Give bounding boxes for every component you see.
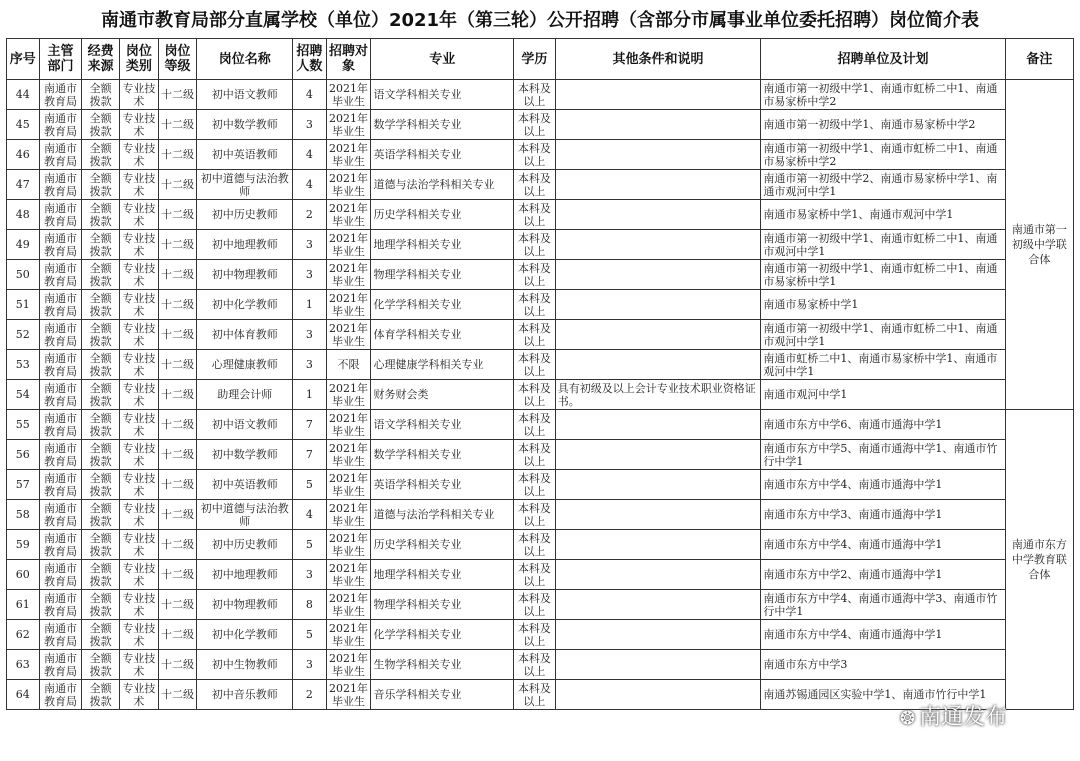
level-cell: 十二级 (158, 500, 197, 530)
category-cell: 专业技术 (119, 680, 158, 710)
column-header: 经费来源 (82, 39, 120, 80)
target-cell: 2021年毕业生 (326, 290, 371, 320)
table-row (7, 110, 1074, 140)
row-number: 55 (7, 410, 40, 440)
level-cell: 十二级 (158, 560, 197, 590)
fund-cell: 全额拨款 (82, 110, 120, 140)
level-cell: 十二级 (158, 650, 197, 680)
dept-cell: 南通市教育局 (39, 80, 82, 110)
fund-cell: 全额拨款 (82, 590, 120, 620)
other-cell: 具有初级及以上会计专业技术职业资格证书。 (555, 380, 761, 410)
table-row (7, 650, 1074, 680)
target-cell: 2021年毕业生 (326, 500, 371, 530)
edu-cell: 本科及以上 (513, 650, 555, 680)
page-title: 南通市教育局部分直属学校（单位）2021年（第三轮）公开招聘（含部分市属事业单位委托招聘）岗位简介表 (100, 10, 980, 31)
major-cell: 道德与法治学科相关专业 (371, 500, 514, 530)
edu-cell: 本科及以上 (513, 140, 555, 170)
dept-cell: 南通市教育局 (39, 470, 82, 500)
category-cell: 专业技术 (119, 140, 158, 170)
table-row (7, 290, 1074, 320)
column-header: 岗位等级 (158, 39, 197, 80)
fund-cell: 全额拨款 (82, 560, 120, 590)
units-cell: 南通市东方中学2、南通市通海中学1 (761, 560, 1005, 590)
other-cell (555, 290, 761, 320)
major-cell: 地理学科相关专业 (371, 230, 514, 260)
category-cell: 专业技术 (119, 320, 158, 350)
count-cell: 3 (293, 350, 327, 380)
edu-cell: 本科及以上 (513, 290, 555, 320)
table-row (7, 260, 1074, 290)
other-cell (555, 230, 761, 260)
post-cell: 初中数学教师 (197, 440, 293, 470)
units-cell: 南通市东方中学4、南通市通海中学3、南通市竹行中学1 (761, 590, 1005, 620)
major-cell: 化学学科相关专业 (371, 620, 514, 650)
level-cell: 十二级 (158, 380, 197, 410)
table-row (7, 230, 1074, 260)
edu-cell: 本科及以上 (513, 620, 555, 650)
other-cell (555, 500, 761, 530)
fund-cell: 全额拨款 (82, 680, 120, 710)
count-cell: 4 (293, 500, 327, 530)
table-row (7, 140, 1074, 170)
fund-cell: 全额拨款 (82, 530, 120, 560)
units-cell: 南通市第一初级中学1、南通市虹桥二中1、南通市易家桥中学2 (761, 80, 1005, 110)
major-cell: 数学学科相关专业 (371, 440, 514, 470)
row-number: 58 (7, 500, 40, 530)
fund-cell: 全额拨款 (82, 650, 120, 680)
column-header: 学历 (513, 39, 555, 80)
level-cell: 十二级 (158, 140, 197, 170)
table-row (7, 620, 1074, 650)
units-cell: 南通市东方中学3、南通市通海中学1 (761, 500, 1005, 530)
edu-cell: 本科及以上 (513, 680, 555, 710)
edu-cell: 本科及以上 (513, 470, 555, 500)
row-number: 52 (7, 320, 40, 350)
row-number: 62 (7, 620, 40, 650)
post-cell: 初中生物教师 (197, 650, 293, 680)
other-cell (555, 140, 761, 170)
dept-cell: 南通市教育局 (39, 680, 82, 710)
column-header: 招聘单位及计划 (761, 39, 1005, 80)
dept-cell: 南通市教育局 (39, 620, 82, 650)
post-cell: 初中物理教师 (197, 260, 293, 290)
category-cell: 专业技术 (119, 650, 158, 680)
level-cell: 十二级 (158, 470, 197, 500)
target-cell: 2021年毕业生 (326, 140, 371, 170)
major-cell: 地理学科相关专业 (371, 560, 514, 590)
remark-cell: 南通市第一初级中学联合体 (1005, 80, 1073, 410)
other-cell (555, 410, 761, 440)
count-cell: 5 (293, 470, 327, 500)
major-cell: 财务财会类 (371, 380, 514, 410)
watermark (900, 700, 1007, 731)
units-cell: 南通市观河中学1 (761, 380, 1005, 410)
other-cell (555, 440, 761, 470)
column-header: 主管部门 (39, 39, 82, 80)
count-cell: 8 (293, 590, 327, 620)
post-cell: 初中语文教师 (197, 80, 293, 110)
target-cell: 2021年毕业生 (326, 530, 371, 560)
units-cell: 南通市第一初级中学1、南通市虹桥二中1、南通市易家桥中学1 (761, 260, 1005, 290)
target-cell: 2021年毕业生 (326, 260, 371, 290)
dept-cell: 南通市教育局 (39, 530, 82, 560)
units-cell: 南通市东方中学4、南通市通海中学1 (761, 620, 1005, 650)
target-cell: 2021年毕业生 (326, 650, 371, 680)
units-cell: 南通市东方中学5、南通市通海中学1、南通市竹行中学1 (761, 440, 1005, 470)
edu-cell: 本科及以上 (513, 440, 555, 470)
category-cell: 专业技术 (119, 500, 158, 530)
fund-cell: 全额拨款 (82, 260, 120, 290)
units-cell: 南通市第一初级中学1、南通市易家桥中学2 (761, 110, 1005, 140)
level-cell: 十二级 (158, 230, 197, 260)
target-cell: 不限 (326, 350, 371, 380)
major-cell: 道德与法治学科相关专业 (371, 170, 514, 200)
other-cell (555, 80, 761, 110)
target-cell: 2021年毕业生 (326, 110, 371, 140)
major-cell: 音乐学科相关专业 (371, 680, 514, 710)
edu-cell: 本科及以上 (513, 500, 555, 530)
fund-cell: 全额拨款 (82, 500, 120, 530)
row-number: 48 (7, 200, 40, 230)
edu-cell: 本科及以上 (513, 530, 555, 560)
major-cell: 体育学科相关专业 (371, 320, 514, 350)
column-header: 其他条件和说明 (555, 39, 761, 80)
count-cell: 7 (293, 410, 327, 440)
dept-cell: 南通市教育局 (39, 500, 82, 530)
target-cell: 2021年毕业生 (326, 470, 371, 500)
row-number: 54 (7, 380, 40, 410)
fund-cell: 全额拨款 (82, 410, 120, 440)
column-header: 岗位名称 (197, 39, 293, 80)
table-row (7, 410, 1074, 440)
dept-cell: 南通市教育局 (39, 230, 82, 260)
dept-cell: 南通市教育局 (39, 290, 82, 320)
other-cell (555, 560, 761, 590)
table-row (7, 80, 1074, 110)
level-cell: 十二级 (158, 440, 197, 470)
edu-cell: 本科及以上 (513, 560, 555, 590)
level-cell: 十二级 (158, 590, 197, 620)
edu-cell: 本科及以上 (513, 350, 555, 380)
post-cell: 初中化学教师 (197, 620, 293, 650)
fund-cell: 全额拨款 (82, 80, 120, 110)
units-cell: 南通市易家桥中学1、南通市观河中学1 (761, 200, 1005, 230)
count-cell: 2 (293, 200, 327, 230)
count-cell: 3 (293, 230, 327, 260)
count-cell: 1 (293, 290, 327, 320)
column-header: 专业 (371, 39, 514, 80)
fund-cell: 全额拨款 (82, 350, 120, 380)
post-cell: 初中英语教师 (197, 140, 293, 170)
target-cell: 2021年毕业生 (326, 380, 371, 410)
major-cell: 英语学科相关专业 (371, 140, 514, 170)
other-cell (555, 530, 761, 560)
other-cell (555, 200, 761, 230)
level-cell: 十二级 (158, 320, 197, 350)
post-cell: 初中道德与法治教师 (197, 170, 293, 200)
count-cell: 4 (293, 140, 327, 170)
major-cell: 心理健康学科相关专业 (371, 350, 514, 380)
target-cell: 2021年毕业生 (326, 200, 371, 230)
dept-cell: 南通市教育局 (39, 410, 82, 440)
target-cell: 2021年毕业生 (326, 230, 371, 260)
major-cell: 生物学科相关专业 (371, 650, 514, 680)
edu-cell: 本科及以上 (513, 380, 555, 410)
category-cell: 专业技术 (119, 560, 158, 590)
row-number: 44 (7, 80, 40, 110)
dept-cell: 南通市教育局 (39, 260, 82, 290)
post-cell: 初中语文教师 (197, 410, 293, 440)
table-row (7, 590, 1074, 620)
column-header: 招聘人数 (293, 39, 327, 80)
fund-cell: 全额拨款 (82, 170, 120, 200)
row-number: 56 (7, 440, 40, 470)
column-header: 序号 (7, 39, 40, 80)
column-header: 岗位类别 (119, 39, 158, 80)
category-cell: 专业技术 (119, 410, 158, 440)
target-cell: 2021年毕业生 (326, 320, 371, 350)
major-cell: 语文学科相关专业 (371, 410, 514, 440)
row-number: 61 (7, 590, 40, 620)
count-cell: 4 (293, 80, 327, 110)
dept-cell: 南通市教育局 (39, 320, 82, 350)
category-cell: 专业技术 (119, 290, 158, 320)
fund-cell: 全额拨款 (82, 620, 120, 650)
dept-cell: 南通市教育局 (39, 170, 82, 200)
level-cell: 十二级 (158, 80, 197, 110)
post-cell: 初中历史教师 (197, 200, 293, 230)
table-row (7, 530, 1074, 560)
category-cell: 专业技术 (119, 110, 158, 140)
table-body (7, 80, 1074, 710)
count-cell: 7 (293, 440, 327, 470)
row-number: 49 (7, 230, 40, 260)
fund-cell: 全额拨款 (82, 380, 120, 410)
units-cell: 南通苏锡通园区实验中学1、南通市竹行中学1 (761, 680, 1005, 710)
row-number: 57 (7, 470, 40, 500)
row-number: 60 (7, 560, 40, 590)
recruitment-table (6, 38, 1074, 710)
row-number: 50 (7, 260, 40, 290)
post-cell: 助理会计师 (197, 380, 293, 410)
table-row (7, 200, 1074, 230)
post-cell: 初中数学教师 (197, 110, 293, 140)
target-cell: 2021年毕业生 (326, 410, 371, 440)
units-cell: 南通市东方中学6、南通市通海中学1 (761, 410, 1005, 440)
edu-cell: 本科及以上 (513, 110, 555, 140)
other-cell (555, 320, 761, 350)
target-cell: 2021年毕业生 (326, 170, 371, 200)
post-cell: 初中体育教师 (197, 320, 293, 350)
wechat-bubble-icon: ❂ (900, 708, 916, 729)
dept-cell: 南通市教育局 (39, 560, 82, 590)
target-cell: 2021年毕业生 (326, 80, 371, 110)
major-cell: 历史学科相关专业 (371, 200, 514, 230)
other-cell (555, 650, 761, 680)
table-row (7, 560, 1074, 590)
units-cell: 南通市虹桥二中1、南通市易家桥中学1、南通市观河中学1 (761, 350, 1005, 380)
row-number: 46 (7, 140, 40, 170)
units-cell: 南通市东方中学4、南通市通海中学1 (761, 530, 1005, 560)
post-cell: 初中地理教师 (197, 560, 293, 590)
fund-cell: 全额拨款 (82, 200, 120, 230)
other-cell (555, 260, 761, 290)
category-cell: 专业技术 (119, 530, 158, 560)
units-cell: 南通市第一初级中学1、南通市虹桥二中1、南通市观河中学1 (761, 230, 1005, 260)
units-cell: 南通市东方中学4、南通市通海中学1 (761, 470, 1005, 500)
column-header: 招聘对象 (326, 39, 371, 80)
category-cell: 专业技术 (119, 170, 158, 200)
target-cell: 2021年毕业生 (326, 590, 371, 620)
row-number: 45 (7, 110, 40, 140)
other-cell (555, 680, 761, 710)
count-cell: 3 (293, 110, 327, 140)
other-cell (555, 110, 761, 140)
post-cell: 初中地理教师 (197, 230, 293, 260)
edu-cell: 本科及以上 (513, 80, 555, 110)
row-number: 53 (7, 350, 40, 380)
major-cell: 数学学科相关专业 (371, 110, 514, 140)
fund-cell: 全额拨款 (82, 470, 120, 500)
row-number: 59 (7, 530, 40, 560)
major-cell: 语文学科相关专业 (371, 80, 514, 110)
count-cell: 1 (293, 380, 327, 410)
post-cell: 初中英语教师 (197, 470, 293, 500)
table-row (7, 380, 1074, 410)
edu-cell: 本科及以上 (513, 170, 555, 200)
level-cell: 十二级 (158, 350, 197, 380)
edu-cell: 本科及以上 (513, 590, 555, 620)
count-cell: 3 (293, 260, 327, 290)
units-cell: 南通市第一初级中学1、南通市虹桥二中1、南通市观河中学1 (761, 320, 1005, 350)
target-cell: 2021年毕业生 (326, 440, 371, 470)
post-cell: 初中音乐教师 (197, 680, 293, 710)
other-cell (555, 470, 761, 500)
major-cell: 历史学科相关专业 (371, 530, 514, 560)
category-cell: 专业技术 (119, 470, 158, 500)
category-cell: 专业技术 (119, 200, 158, 230)
edu-cell: 本科及以上 (513, 320, 555, 350)
dept-cell: 南通市教育局 (39, 350, 82, 380)
edu-cell: 本科及以上 (513, 410, 555, 440)
major-cell: 英语学科相关专业 (371, 470, 514, 500)
fund-cell: 全额拨款 (82, 440, 120, 470)
remark-cell: 南通市东方中学教育联合体 (1005, 410, 1073, 710)
level-cell: 十二级 (158, 620, 197, 650)
dept-cell: 南通市教育局 (39, 440, 82, 470)
watermark-text: 南通发布 (919, 705, 1008, 730)
post-cell: 初中物理教师 (197, 590, 293, 620)
category-cell: 专业技术 (119, 260, 158, 290)
major-cell: 化学学科相关专业 (371, 290, 514, 320)
dept-cell: 南通市教育局 (39, 200, 82, 230)
level-cell: 十二级 (158, 200, 197, 230)
dept-cell: 南通市教育局 (39, 380, 82, 410)
units-cell: 南通市东方中学3 (761, 650, 1005, 680)
column-header: 备注 (1005, 39, 1073, 80)
level-cell: 十二级 (158, 410, 197, 440)
edu-cell: 本科及以上 (513, 260, 555, 290)
count-cell: 2 (293, 680, 327, 710)
other-cell (555, 350, 761, 380)
level-cell: 十二级 (158, 170, 197, 200)
level-cell: 十二级 (158, 290, 197, 320)
table-row (7, 440, 1074, 470)
category-cell: 专业技术 (119, 80, 158, 110)
other-cell (555, 170, 761, 200)
post-cell: 心理健康教师 (197, 350, 293, 380)
category-cell: 专业技术 (119, 590, 158, 620)
level-cell: 十二级 (158, 260, 197, 290)
dept-cell: 南通市教育局 (39, 590, 82, 620)
level-cell: 十二级 (158, 680, 197, 710)
post-cell: 初中化学教师 (197, 290, 293, 320)
fund-cell: 全额拨款 (82, 320, 120, 350)
category-cell: 专业技术 (119, 380, 158, 410)
table-row (7, 470, 1074, 500)
count-cell: 3 (293, 650, 327, 680)
edu-cell: 本科及以上 (513, 200, 555, 230)
row-number: 51 (7, 290, 40, 320)
post-cell: 初中道德与法治教师 (197, 500, 293, 530)
header-row (7, 39, 1074, 80)
units-cell: 南通市第一初级中学1、南通市虹桥二中1、南通市易家桥中学2 (761, 140, 1005, 170)
category-cell: 专业技术 (119, 620, 158, 650)
category-cell: 专业技术 (119, 350, 158, 380)
units-cell: 南通市易家桥中学1 (761, 290, 1005, 320)
count-cell: 3 (293, 560, 327, 590)
table-row (7, 350, 1074, 380)
units-cell: 南通市第一初级中学2、南通市易家桥中学1、南通市观河中学1 (761, 170, 1005, 200)
fund-cell: 全额拨款 (82, 290, 120, 320)
row-number: 63 (7, 650, 40, 680)
row-number: 47 (7, 170, 40, 200)
other-cell (555, 590, 761, 620)
count-cell: 3 (293, 320, 327, 350)
level-cell: 十二级 (158, 530, 197, 560)
target-cell: 2021年毕业生 (326, 560, 371, 590)
dept-cell: 南通市教育局 (39, 140, 82, 170)
fund-cell: 全额拨款 (82, 140, 120, 170)
fund-cell: 全额拨款 (82, 230, 120, 260)
row-number: 64 (7, 680, 40, 710)
post-cell: 初中历史教师 (197, 530, 293, 560)
category-cell: 专业技术 (119, 230, 158, 260)
table-row (7, 320, 1074, 350)
count-cell: 4 (293, 170, 327, 200)
table-row (7, 170, 1074, 200)
table-row (7, 500, 1074, 530)
target-cell: 2021年毕业生 (326, 620, 371, 650)
count-cell: 5 (293, 530, 327, 560)
dept-cell: 南通市教育局 (39, 110, 82, 140)
edu-cell: 本科及以上 (513, 230, 555, 260)
major-cell: 物理学科相关专业 (371, 260, 514, 290)
target-cell: 2021年毕业生 (326, 680, 371, 710)
level-cell: 十二级 (158, 110, 197, 140)
dept-cell: 南通市教育局 (39, 650, 82, 680)
category-cell: 专业技术 (119, 440, 158, 470)
count-cell: 5 (293, 620, 327, 650)
major-cell: 物理学科相关专业 (371, 590, 514, 620)
other-cell (555, 620, 761, 650)
